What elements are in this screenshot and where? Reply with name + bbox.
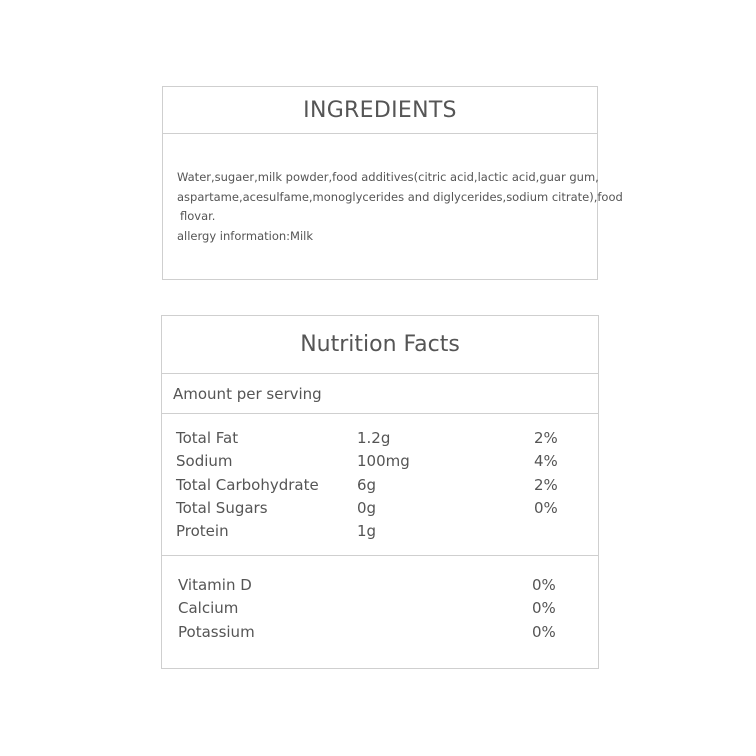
vitamin-percent: 0% (532, 623, 556, 641)
vitamin-row-calcium (162, 599, 598, 623)
nutrient-amount: 100mg (357, 452, 410, 470)
nutrient-name: Total Fat (176, 429, 239, 447)
nutrient-percent: 0% (534, 499, 558, 517)
serving-label: Amount per serving (162, 374, 598, 414)
nutrient-percent: 4% (534, 452, 558, 470)
allergy-information: allergy information:Milk (177, 229, 314, 243)
nutrition-title: Nutrition Facts (162, 316, 598, 374)
vitamin-percent: 0% (532, 599, 556, 617)
nutrient-row-total-carbohydrate (162, 476, 598, 500)
nutrient-row-protein (162, 522, 598, 546)
ingredients-title: INGREDIENTS (163, 87, 597, 134)
nutrition-facts-panel (161, 315, 599, 669)
nutrient-amount: 1g (357, 522, 377, 540)
nutrient-amount: 1.2g (357, 429, 391, 447)
nutrient-amount: 0g (357, 499, 377, 517)
ingredients-panel (162, 86, 623, 280)
ingredients-line: aspartame,acesulfame,monoglycerides and diglycerides,sodium citrate),food (177, 190, 623, 204)
ingredients-line: Water,sugaer,milk powder,food additives(citric acid,lactic acid,guar gum, (177, 170, 599, 184)
ingredients-line: flovar. (180, 209, 216, 223)
vitamin-name: Potassium (178, 623, 255, 641)
nutrient-name: Total Sugars (176, 499, 268, 517)
vitamin-row-potassium (162, 623, 598, 647)
nutrient-name: Sodium (176, 452, 233, 470)
nutrient-percent: 2% (534, 429, 558, 447)
nutrient-name: Total Carbohydrate (176, 476, 319, 494)
vitamin-row-vitamin-d (162, 576, 598, 600)
nutrient-row-sodium (162, 452, 598, 476)
vitamin-name: Vitamin D (178, 576, 252, 594)
nutrient-row-total-sugars (162, 499, 598, 523)
nutrient-name: Protein (176, 522, 229, 540)
nutrient-amount: 6g (357, 476, 377, 494)
vitamin-name: Calcium (178, 599, 239, 617)
nutrient-percent: 2% (534, 476, 558, 494)
nutrient-row-total-fat (162, 429, 598, 453)
nutrient-list (162, 413, 598, 556)
vitamin-percent: 0% (532, 576, 556, 594)
